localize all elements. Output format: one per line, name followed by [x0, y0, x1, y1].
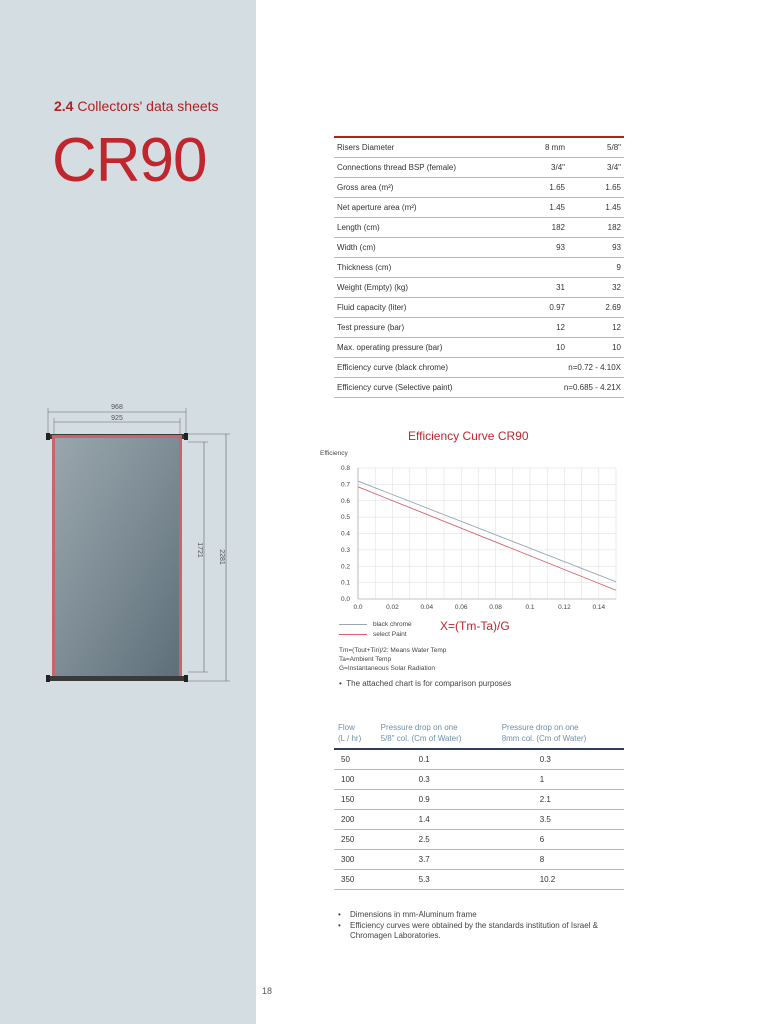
x-tick-label: 0.02: [386, 604, 399, 611]
spec-label: Fluid capacity (liter): [337, 302, 407, 312]
table-row: [334, 177, 624, 197]
column-header: Flow (L / hr): [338, 723, 362, 743]
spec-value-v1: 3/4": [551, 162, 565, 172]
spec-value-v1: 1.65: [549, 182, 565, 192]
table-row: [334, 317, 624, 337]
legend-line-black-chrome: [339, 624, 367, 625]
table-cell: 200: [341, 814, 355, 824]
table-cell: 2.5: [418, 834, 430, 844]
spec-value-v1: 1.45: [549, 202, 565, 212]
spec-value-v1: 182: [551, 222, 565, 232]
y-tick-label: 0.7: [340, 481, 350, 489]
table-row: [334, 789, 624, 809]
table-row: [334, 257, 624, 277]
table-cell: 250: [341, 834, 355, 844]
series-line-select-paint: [358, 487, 616, 590]
spec-label: Risers Diameter: [337, 142, 395, 152]
spec-value-v2: 12: [612, 322, 621, 332]
spec-value-v1: 8 mm: [545, 142, 565, 152]
table-cell: 2.1: [539, 794, 551, 804]
table-row: [334, 769, 624, 789]
note-tm: Tm=(Tout+Tin)/2: Means Water Temp: [339, 647, 447, 654]
y-axis-label: Efficiency: [320, 450, 348, 457]
table-row: [334, 749, 624, 769]
collector-drawing: [38, 398, 243, 698]
spec-label: Max. operating pressure (bar): [337, 342, 443, 352]
x-tick-label: 0.14: [592, 604, 606, 611]
table-cell: 8: [539, 854, 545, 864]
spec-label: Width (cm): [337, 242, 376, 252]
spec-value-v2: 1.45: [605, 202, 621, 212]
table-row: [334, 377, 624, 397]
pressure-drop-table: [334, 722, 624, 890]
spec-label: Efficiency curve (Selective paint): [337, 382, 453, 392]
dim-outer-height: 2281: [218, 549, 225, 565]
comparison-note-text: The attached chart is for comparison purposes: [346, 679, 512, 688]
spec-value-v2: 9: [616, 262, 621, 272]
legend-label-black-chrome: black chrome: [373, 620, 412, 628]
table-cell: 50: [341, 754, 350, 764]
spec-value-v2: 2.69: [605, 302, 621, 312]
spec-value-v2: 182: [607, 222, 621, 232]
spec-value-v1: [510, 257, 568, 277]
bullet-icon: •: [338, 920, 341, 930]
y-tick-label: 0.8: [340, 465, 350, 472]
spec-value-v2: 5/8": [607, 142, 621, 152]
table-cell: 3.7: [418, 854, 430, 864]
table-cell: 5.3: [418, 874, 430, 884]
table-row: [334, 137, 624, 157]
spec-value-v2: 93: [612, 242, 621, 252]
note-ta: Ta=Ambient Temp: [339, 656, 392, 663]
table-row: [334, 357, 624, 377]
table-cell: 300: [341, 854, 355, 864]
y-tick-label: 0.4: [340, 530, 350, 538]
x-tick-label: 0.06: [454, 604, 468, 611]
table-cell: 0.9: [418, 794, 430, 804]
y-tick-label: 0.3: [340, 546, 350, 554]
table-row: [334, 197, 624, 217]
table-row: [334, 337, 624, 357]
footnote-text: Efficiency curves were obtained by the standards institution of Israel & Chromagen Laboratories.: [350, 920, 598, 940]
x-tick-label: 0.08: [489, 604, 502, 611]
series-line-black-chrome: [358, 481, 616, 582]
legend-item-select-paint: [339, 629, 412, 639]
table-cell: 1.4: [418, 814, 430, 824]
product-name: CR90: [52, 126, 207, 195]
comparison-note: • The attached chart is for comparison purposes: [339, 679, 512, 688]
x-tick-label: 0.1: [525, 604, 535, 611]
table-cell: 3.5: [539, 814, 551, 824]
spec-value-v2: 32: [612, 282, 621, 292]
chart-notes: [339, 646, 446, 673]
table-row: [334, 277, 624, 297]
specs-table: [334, 136, 624, 398]
bullet-icon: •: [338, 910, 341, 919]
table-cell: 0.1: [418, 754, 430, 764]
y-tick-label: 0.0: [340, 596, 350, 603]
spec-label: Net aperture area (m²): [337, 202, 417, 212]
footnote-item: [338, 921, 628, 942]
table-cell: 100: [341, 774, 355, 784]
table-row: [334, 829, 624, 849]
table-cell: 0.3: [418, 774, 430, 784]
table-row: [334, 237, 624, 257]
y-tick-label: 0.1: [340, 579, 350, 587]
column-header: Pressure drop on one 5/8" col. (Cm of Water): [380, 723, 462, 743]
table-cell: 6: [539, 834, 545, 844]
table-cell: 150: [341, 794, 355, 804]
spec-label: Efficiency curve (black chrome): [337, 362, 448, 372]
section-title: [54, 98, 219, 114]
note-g: G=Instantaneous Solar Radiation: [339, 665, 435, 672]
spec-value-v1: 10: [556, 342, 565, 352]
page-number: 18: [262, 986, 273, 996]
table-cell: 0.3: [539, 754, 551, 764]
spec-value-v1: 31: [556, 282, 565, 292]
spec-label: Weight (Empty) (kg): [337, 282, 408, 292]
column-header: Pressure drop on one 8mm col. (Cm of Water): [501, 723, 587, 743]
spec-value-v2: 10: [612, 342, 621, 352]
spec-label: Thickness (cm): [337, 262, 392, 272]
x-tick-label: 0.0: [353, 604, 363, 611]
efficiency-chart: [316, 444, 626, 644]
spec-label: Connections thread BSP (female): [337, 162, 457, 172]
table-cell: 350: [341, 874, 355, 884]
spec-value-v1: 0.97: [549, 302, 565, 312]
legend-line-select-paint: [339, 634, 367, 635]
table-header-row: [334, 722, 624, 749]
dim-inner-width: 925: [111, 415, 123, 422]
dim-inner-height: 1721: [196, 542, 203, 558]
table-row: [334, 809, 624, 829]
spec-value: n=0.72 - 4.10X: [568, 362, 621, 372]
x-axis-formula: X=(Tm-Ta)/G: [440, 619, 510, 633]
section-title-text: Collectors' data sheets: [77, 98, 219, 114]
table-row: [334, 217, 624, 237]
spec-value-v1: 93: [556, 242, 565, 252]
table-row: [334, 297, 624, 317]
spec-label: Gross area (m²): [337, 182, 394, 192]
table-row: [334, 157, 624, 177]
footnotes: [338, 910, 628, 942]
table-cell: 10.2: [539, 874, 556, 884]
table-row: [334, 849, 624, 869]
x-tick-label: 0.04: [420, 604, 434, 611]
spec-value-v2: 3/4": [607, 162, 621, 172]
footnote-text: Dimensions in mm-Aluminum frame: [350, 910, 477, 919]
y-tick-label: 0.6: [340, 497, 350, 505]
spec-value-v2: 1.65: [605, 182, 621, 192]
spec-label: Length (cm): [337, 222, 380, 232]
spec-value-v1: 12: [556, 322, 565, 332]
table-row: [334, 869, 624, 889]
section-number: 2.4: [54, 98, 74, 114]
chart-title: Efficiency Curve CR90: [408, 429, 529, 443]
spec-label: Test pressure (bar): [337, 322, 405, 332]
legend-item-black-chrome: [339, 619, 412, 629]
spec-value: n=0.685 - 4.21X: [563, 382, 621, 392]
legend-label-select-paint: select Paint: [373, 630, 407, 638]
table-cell: 1: [539, 774, 545, 784]
footnote-item: [338, 910, 628, 921]
y-tick-label: 0.5: [340, 514, 350, 522]
x-tick-label: 0.12: [558, 604, 571, 611]
chart-legend: [339, 619, 412, 639]
dim-outer-width: 968: [111, 404, 123, 411]
y-tick-label: 0.2: [340, 563, 350, 571]
